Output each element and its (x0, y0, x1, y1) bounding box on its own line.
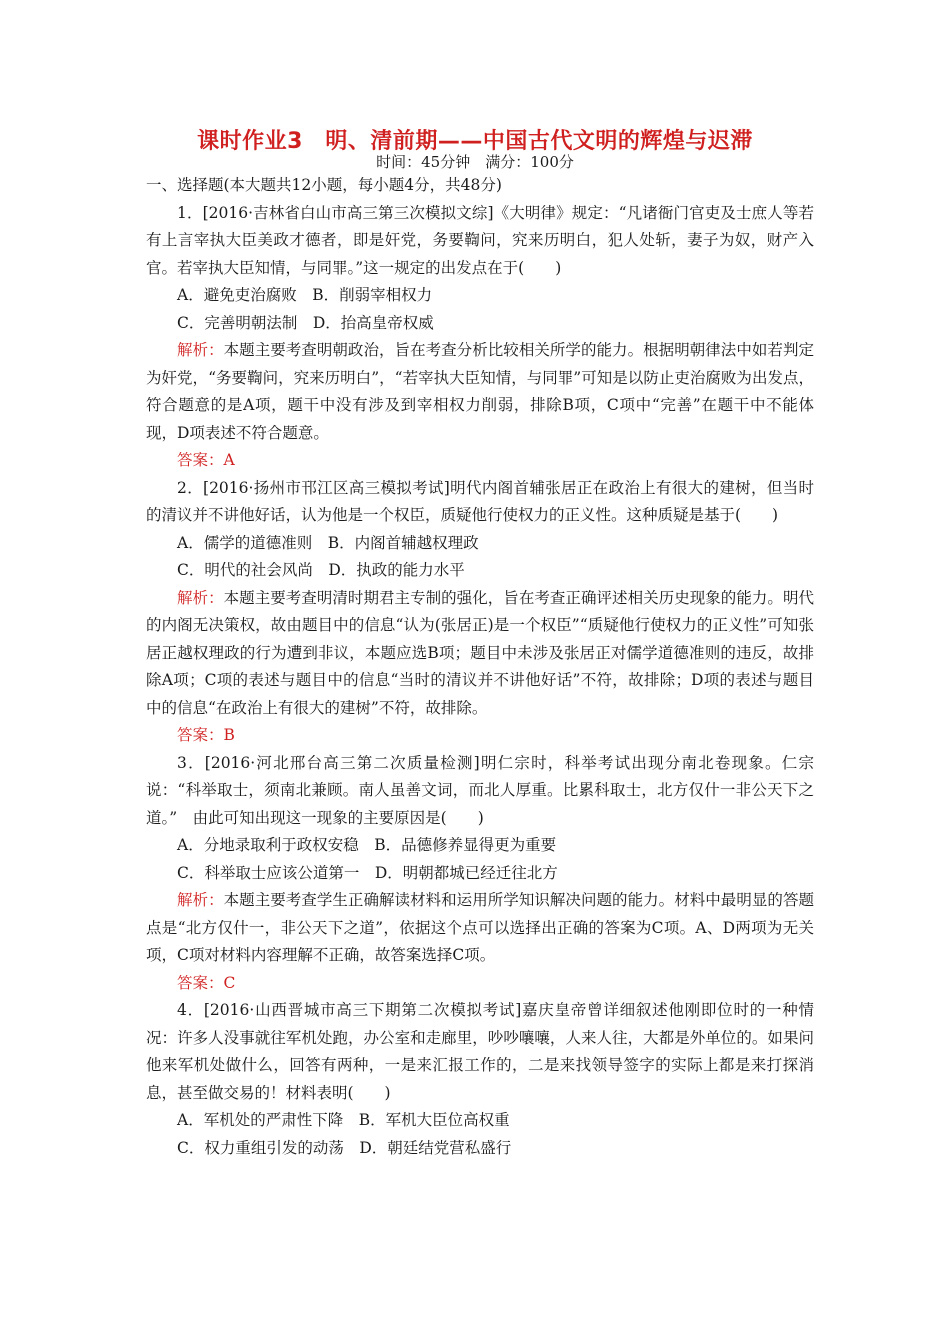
analysis-block (146, 585, 814, 723)
analysis-text: 本题主要考查明朝政治，旨在考查分析比较相关所学的能力。根据明朝律法中如若判定为奸党，“务要鞫问，究来历明白”，“若宰执大臣知情，与同罪”可知是以防止吏治腐败为出发点，符合题意的是A项，题干中没有涉及到宰相权力削弱，排除B项，C项中“完善”在题干中不能体现，D项表述不符合题意。 (146, 341, 814, 442)
answer-line: 答案：A (177, 451, 235, 469)
analysis-label: 解析： (177, 341, 224, 359)
question-option-row: A．分地录取利于政权安稳 B．品德修养显得更为重要 (177, 836, 557, 854)
section-heading: 一、选择题(本大题共12小题，每小题4分，共48分) (146, 176, 502, 194)
analysis-block (146, 887, 814, 970)
analysis-text: 本题主要考查学生正确解读材料和运用所学知识解决问题的能力。材料中最明显的答题点是“北方仅什一，非公天下之道”，依据这个点可以选择出正确的答案为C项。A、D两项为无关项，C项对材料内容理解不正确，故答案选择C项。 (146, 891, 814, 964)
answer-line: 答案：C (177, 973, 236, 992)
question-option-row: C．权力重组引发的动荡 D．朝廷结党营私盛行 (177, 1138, 512, 1157)
question-option-row: C．科举取士应该公道第一 D．明朝都城已经迁往北方 (177, 863, 558, 882)
analysis-label: 解析： (177, 588, 224, 607)
answer-line: 答案：B (177, 726, 235, 744)
time-score-info: 时间：45分钟 满分：100分 (376, 153, 574, 171)
question-option-row: A．避免吏治腐败 B．削弱宰相权力 (177, 286, 433, 304)
document-body (146, 172, 814, 1162)
analysis-text: 本题主要考查明清时期君主专制的强化，旨在考查正确评述相关历史现象的能力。明代的内阁无决策权，故由题目中的信息“认为(张居正)是一个权臣”“质疑他行使权力的正义性”可知张居正越权理政的行为遭到非议，本题应选B项；题目中未涉及张居正对儒学道德准则的违反，故排除A项；C项的表述与题目中的信息“当时的清议并不讲他好话”不符，故排除；D项的表述与题目中的信息“在政治上有很大的建树”不符，故排除。 (146, 588, 814, 717)
page-title: 课时作业3 明、清前期——中国古代文明的辉煌与迟滞 (197, 129, 753, 154)
question-stem: 2．[2016·扬州市邗江区高三模拟考试]明代内阁首辅张居正在政治上有很大的建树，但当时的清议并不讲他好话，认为他是一个权臣，质疑他行使权力的正义性。这种质疑是基于( ) (146, 478, 814, 524)
question-option-row: A．军机处的严肃性下降 B．军机大臣位高权重 (177, 1111, 510, 1129)
question-option-row: C．完善明朝法制 D．抬高皇帝权威 (177, 313, 434, 332)
question-option-row: A．儒学的道德准则 B．内阁首辅越权理政 (177, 533, 479, 552)
question-stem: 4．[2016·山西晋城市高三下期第二次模拟考试]嘉庆皇帝曾详细叙述他刚即位时的一种情况：许多人没事就往军机处跑，办公室和走廊里，吵吵嚷嚷，人来人往，大都是外单位的。如果问他来军机处做什么，回答有两种，一是来汇报工作的，二是来找领导签字的实际上都是来打探消息，甚至做交易的！材料表明( ) (146, 1001, 814, 1102)
analysis-block (146, 337, 814, 447)
question-stem: 1．[2016·吉林省白山市高三第三次模拟文综]《大明律》规定：“凡诸衙门官吏及士庶人等若有上言宰执大臣美政才德者，即是奸党，务要鞫问，究来历明白，犯人处斩，妻子为奴，财产入官。若宰执大臣知情，与同罪。”这一规定的出发点在于( ) (146, 203, 814, 277)
question-stem: 3．[2016·河北邢台高三第二次质量检测]明仁宗时，科举考试出现分南北卷现象。仁宗说：“科举取士，须南北兼顾。南人虽善文词，而北人厚重。比累科取士，北方仅什一非公天下之道。” 由此可知出现这一现象的主要原因是( ) (146, 753, 814, 827)
analysis-label: 解析： (177, 891, 224, 909)
question-option-row: C．明代的社会风尚 D．执政的能力水平 (177, 561, 465, 579)
